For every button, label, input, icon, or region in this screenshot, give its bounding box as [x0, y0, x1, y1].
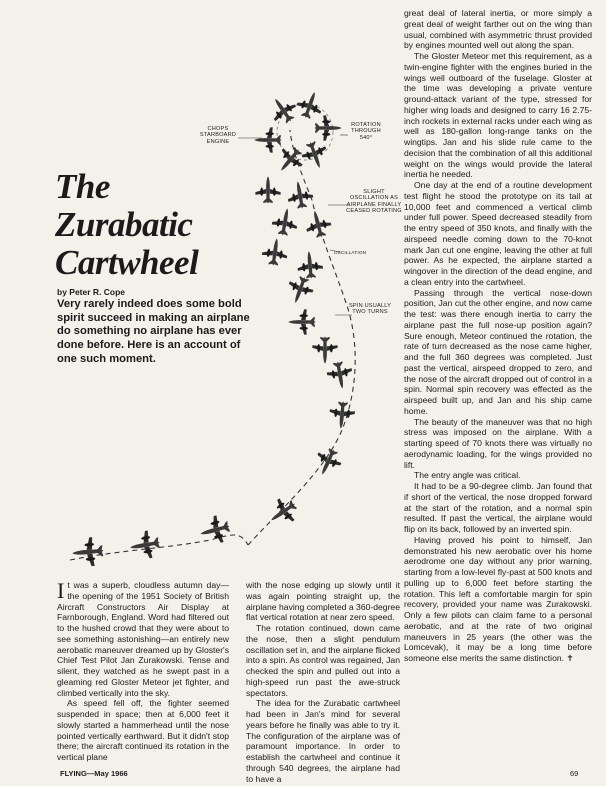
paragraph: The rotation continued, down came the nose, then a slight pendulum oscillation set in, and the airplane flicked into a spin. As control was regained, Jan checked the spin and pulled out into a high-speed run past the awe-struck spectators. [246, 623, 400, 698]
label-chops-engine: CHOPS STARBOARD ENGINE [199, 126, 237, 145]
aircraft-oscillation-3 [302, 208, 333, 241]
aircraft-spin-4 [325, 359, 355, 390]
title-line-3: Cartwheel [55, 243, 199, 282]
paragraph: Having proved his point to himself, Jan demonstrated his new aerobatic over his home aerodrome one day without any prior warning, starting from a low-level fly-past at 500 knots and pulling up to 6,000 feet before starting the rotation. This left a comfortable margin for spin recovery, provided your name was Zurakowski. Only a few pilots can claim fame to a personal aerobatic, and at the rate of two original maneuvers in 25 years (the other was the Lomcevak), it may be a long time before someone else merits the same distinction. ✝ [404, 534, 592, 663]
label-spin: SPIN USUALLY TWO TURNS [348, 303, 392, 316]
paragraph: It had to be a 90-degree climb. Jan found that if short of the vertical, the nose dropped forward at the start of the rotation, and a normal spin resulted. If past the vertical, the airplane would flip on its back, followed by an inverted spin. [404, 481, 592, 534]
label-rotation: ROTATION THROUGH 540° [351, 122, 381, 141]
body-column-right [404, 8, 592, 664]
aircraft-spin-2 [288, 309, 315, 334]
aircraft-dive-1 [328, 400, 355, 429]
paragraph: It was a superb, cloudless autumn day—the opening of the 1951 Society of British Aircraft Constructors Air Display at Farnborough, England. Word had filtered out to the hushed crowd that they were about to see something astonishing—an entirely new aerobatic maneuver dreamed up by Gloster's Chief Test Pilot Jan Zurakowski. Tense and silent, they watched as he swept past in a gleaming red Gloster Meteor jet fighter, and climbed vertically into the sky. [57, 578, 229, 698]
aircraft-spin-1 [283, 273, 316, 307]
aircraft-oscillation-1 [285, 179, 315, 210]
paragraph: The idea for the Zurabatic cartwheel had been in Jan's mind for several years before he finally was able to try it. The configuration of the airplane was of paramount importance. In order to establish the cartwheel and continue it through 540 degrees, the airplane had to have a [246, 698, 400, 784]
aircraft-pullout-2 [197, 513, 233, 547]
aircraft-rotation-6 [272, 141, 309, 178]
body-column-middle [246, 580, 400, 784]
aircraft-rotation-4 [314, 115, 341, 140]
aircraft-dive-2 [311, 444, 345, 479]
article-title [55, 168, 245, 282]
title-line-1: The [55, 167, 110, 206]
label-oscillation: OSCILLATION [333, 250, 367, 255]
aircraft-rotation-5 [298, 138, 331, 172]
paragraph: Passing through the vertical nose-down position, Jan cut the other engine, and now came the test: was there enough inertia to carry the airplane past the full nose-up position again? Sure enough, Meteor continued the rotation, the rate of turn decreased as the nose came higher, and the full 360 degrees was completed. Just past the vertical, airspeed dropped to zero, and the nose of the aircraft dropped out of control in a spin. Normal spin recovery was effected as the airspeed built up, and Jan and his ship came home. [404, 287, 592, 416]
footer-issue: FLYING—May 1966 [60, 769, 128, 778]
aircraft-pullout-1 [264, 493, 303, 531]
aircraft-oscillation-2 [270, 206, 300, 237]
aircraft-pullout-4 [71, 536, 105, 567]
paragraph: One day at the end of a routine development test flight he stood the prototype on its tail at 10,000 feet and commenced a vertical climb under full power. Speed decreased steadily from the entry speed of 350 knots, and finally with the airspeed needle coming down to the 70-knot mark Jan cut one engine, leaving the other at full power. As he expected, the airplane started a wingover in the direction of the dead engine, and a clean entry into the cartwheel. [404, 180, 592, 287]
label-slight-oscillation: SLIGHT OSCILLATION AS AIRPLANE FINALLY CEASED ROTATING [346, 189, 402, 215]
aircraft-rotation-1 [254, 127, 281, 152]
aircraft-rotation-2 [265, 92, 301, 129]
paragraph: with the nose edging up slowly until it was again pointing straight up, the airplane having completed a 360-degree flat vertical rotation at near zero speed. [246, 580, 400, 623]
aircraft-rotation-3 [293, 88, 326, 122]
paragraph: great deal of lateral inertia, or more simply a great deal of weight farther out on the wing than usual, combined with asymmetric thrust provided by engines mounted well out along the span. [404, 8, 592, 51]
paragraph: The Gloster Meteor met this requirement, as a twin-engine fighter with the engines buried in the wings well outboard of the fuselage. Gloster at the time was developing a private venture ground-attack variant of the type, stressed for higher wing loads and designed to carry 16 2.75-inch rockets in external racks under each wing as well as 180-gallon long-range tanks on the wingtips. Jan and his slide rule came to the decision that the combination of all this additional weight on the wings would provide the lateral inertia he needed. [404, 51, 592, 180]
paragraph: The entry angle was critical. [414, 470, 521, 481]
body-column-left [57, 580, 229, 763]
article-deck: Very rarely indeed does some bold spirit succeed in making an airplane do something no airplane has ever done before. Here is an account of one such moment. [57, 298, 250, 365]
page-number: 69 [570, 769, 579, 778]
drop-cap: I [57, 578, 65, 603]
aircraft-oscillation-4 [261, 237, 290, 268]
aircraft-pullout-3 [128, 529, 162, 561]
byline: by Peter R. Cope [57, 287, 126, 297]
title-line-2: Zurabatic [55, 205, 193, 244]
aircraft-spin-3 [312, 336, 337, 363]
paragraph: The beauty of the maneuver was that no high stress was imposed on the airplane. With a starting speed of 70 knots there was virtually no aerodynamic loading, for the wings provided no lift. [404, 416, 592, 470]
aircraft-oscillation-5 [296, 250, 323, 279]
paragraph: As speed fell off, the fighter seemed suspended in space; then at 6,000 feet it slowly started a hammerhead until the nose pointed vertically earthward. But it didn't stop there; the aircraft continued its rotation in the vertical plane [57, 698, 229, 762]
aircraft-climb-1 [255, 176, 280, 203]
